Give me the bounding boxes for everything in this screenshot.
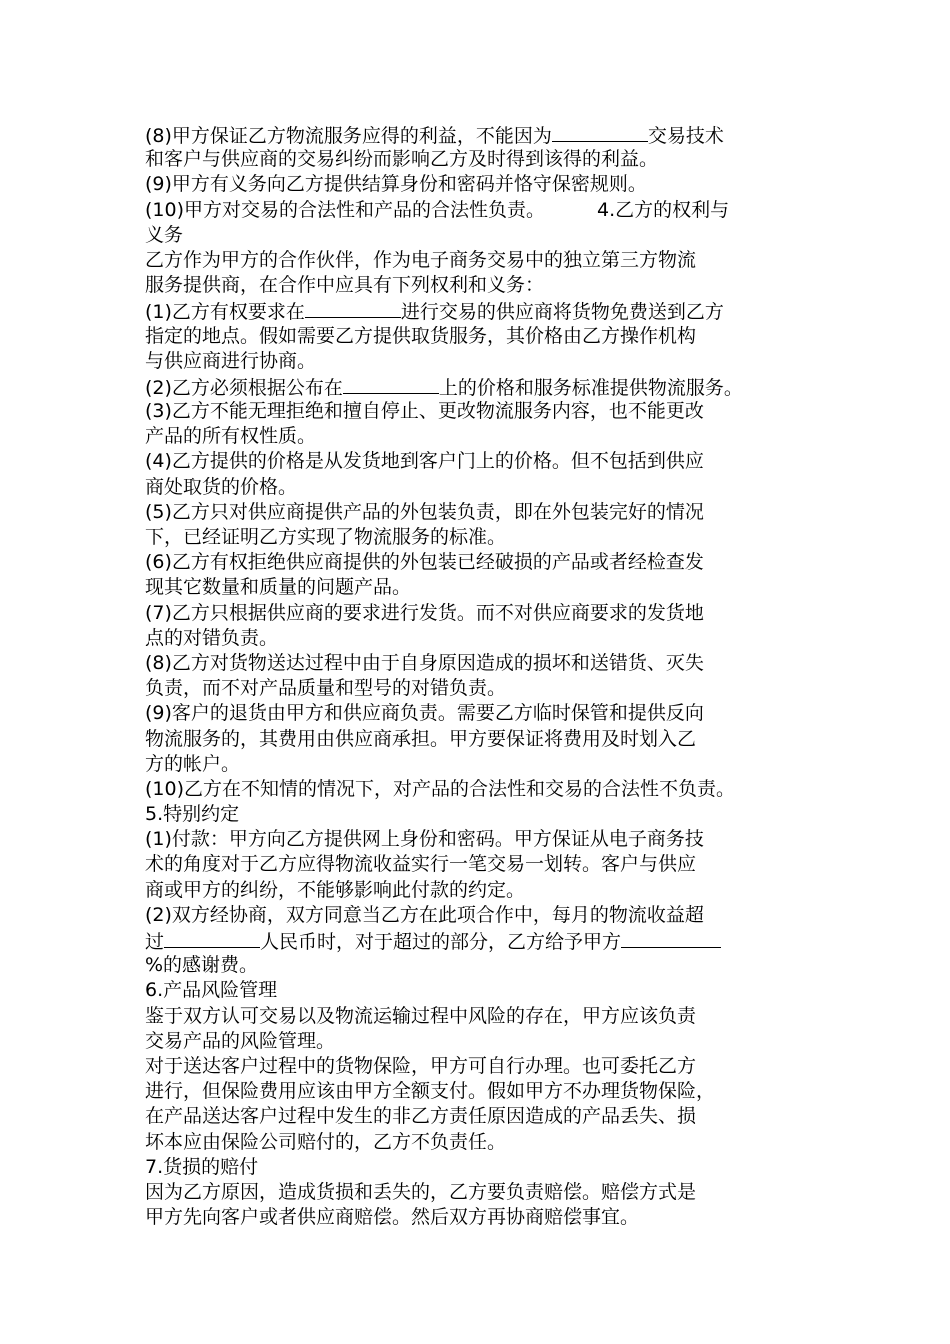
text-line: 因为乙方原因，造成货损和丢失的，乙方要负责赔偿。赔偿方式是 — [145, 1180, 697, 1203]
text-line: (10)乙方在不知情的情况下，对产品的合法性和交易的合法性不负责。 — [145, 777, 736, 800]
clause-2-line: (2)乙方必须根据公布在 上的价格和服务标准提供物流服务。 — [145, 374, 825, 399]
text-line: (1)付款：甲方向乙方提供网上身份和密码。甲方保证从电子商务技 — [145, 828, 704, 851]
text-line: (8)乙方对货物送达过程中由于自身原因造成的损坏和送错货、灭失 — [145, 651, 704, 674]
text-line: 点的对错负责。 — [145, 626, 279, 649]
text-line: 指定的地点。假如需要乙方提供取货服务，其价格由乙方操作机构 — [145, 324, 697, 347]
fee-line: 过 人民币时，对于超过的部分，乙方给予甲方 — [145, 928, 825, 953]
document-body — [145, 122, 825, 1230]
text-line: (6)乙方有权拒绝供应商提供的外包装已经破损的产品或者经检查发 — [145, 551, 704, 574]
text-line: 商或甲方的纠纷，不能够影响此付款的约定。 — [145, 878, 526, 901]
text-line: 进行，但保险费用应该由甲方全额支付。假如甲方不办理货物保险， — [145, 1080, 716, 1103]
text-line: 义务 — [145, 223, 184, 246]
text-line: 术的角度对于乙方应得物流收益实行一笔交易一划转。客户与供应 — [145, 853, 697, 876]
clause-1-line: (1)乙方有权要求在 进行交易的供应商将货物免费送到乙方 — [145, 298, 825, 323]
section-6-heading: 6.产品风险管理 — [145, 979, 278, 1002]
text-line: 和客户与供应商的交易纠纷而影响乙方及时得到该得的利益。 — [145, 148, 659, 171]
text-line: 服务提供商，在合作中应具有下列权利和义务： — [145, 274, 545, 297]
blank-field — [552, 122, 648, 142]
clause-10-line: (10)甲方对交易的合法性和产品的合法性负责。 4.乙方的权利与 — [145, 198, 730, 221]
text-line: 坏本应由保险公司赔付的，乙方不负责任。 — [145, 1130, 507, 1153]
blank-field — [305, 298, 401, 318]
text-line: (5)乙方只对供应商提供产品的外包装负责，即在外包装完好的情况 — [145, 500, 704, 523]
text-line: 现其它数量和质量的问题产品。 — [145, 576, 412, 599]
text-line: 鉴于双方认可交易以及物流运输过程中风险的存在，甲方应该负责 — [145, 1004, 697, 1027]
text-line: 对于送达客户过程中的货物保险，甲方可自行办理。也可委托乙方 — [145, 1054, 697, 1077]
text-line: (3)乙方不能无理拒绝和擅自停止、更改物流服务内容，也不能更改 — [145, 400, 704, 423]
section-7-heading: 7.货损的赔付 — [145, 1155, 259, 1178]
text-line: 产品的所有权性质。 — [145, 425, 317, 448]
text-line: (4)乙方提供的价格是从发货地到客户门上的价格。但不包括到供应 — [145, 450, 704, 473]
text-line: 在产品送达客户过程中发生的非乙方责任原因造成的产品丢失、损 — [145, 1105, 697, 1128]
text-line: 商处取货的价格。 — [145, 475, 298, 498]
text-line: (7)乙方只根据供应商的要求进行发货。而不对供应商要求的发货地 — [145, 601, 704, 624]
text-line: 下，已经证明乙方实现了物流服务的标准。 — [145, 526, 507, 548]
blank-field — [343, 374, 439, 394]
text-line: 乙方作为甲方的合作伙伴，作为电子商务交易中的独立第三方物流 — [145, 248, 697, 271]
text-line: 甲方先向客户或者供应商赔偿。然后双方再协商赔偿事宜。 — [145, 1206, 640, 1229]
text-line: 方的帐户。 — [145, 752, 241, 775]
blank-field — [621, 928, 721, 948]
section-5-heading: 5.特别约定 — [145, 803, 240, 826]
text-line: 负责，而不对产品质量和型号的对错负责。 — [145, 677, 507, 700]
text-line: (2)双方经协商，双方同意当乙方在此项合作中，每月的物流收益超 — [145, 903, 704, 926]
section-4-heading: 4.乙方的权利与 — [597, 198, 730, 221]
blank-field — [164, 928, 260, 948]
text-line: %的感谢费。 — [145, 954, 259, 977]
text-line: (9)甲方有义务向乙方提供结算身份和密码并恪守保密规则。 — [145, 173, 647, 196]
text-line: (9)客户的退货由甲方和供应商负责。需要乙方临时保管和提供反向 — [145, 702, 704, 725]
text-line: 物流服务的，其费用由供应商承担。甲方要保证将费用及时划入乙 — [145, 727, 697, 750]
text-line: 交易产品的风险管理。 — [145, 1029, 336, 1052]
text-line: 与供应商进行协商。 — [145, 349, 317, 372]
clause-8-line-1: (8)甲方保证乙方物流服务应得的利益，不能因为 交易技术 — [145, 122, 825, 147]
